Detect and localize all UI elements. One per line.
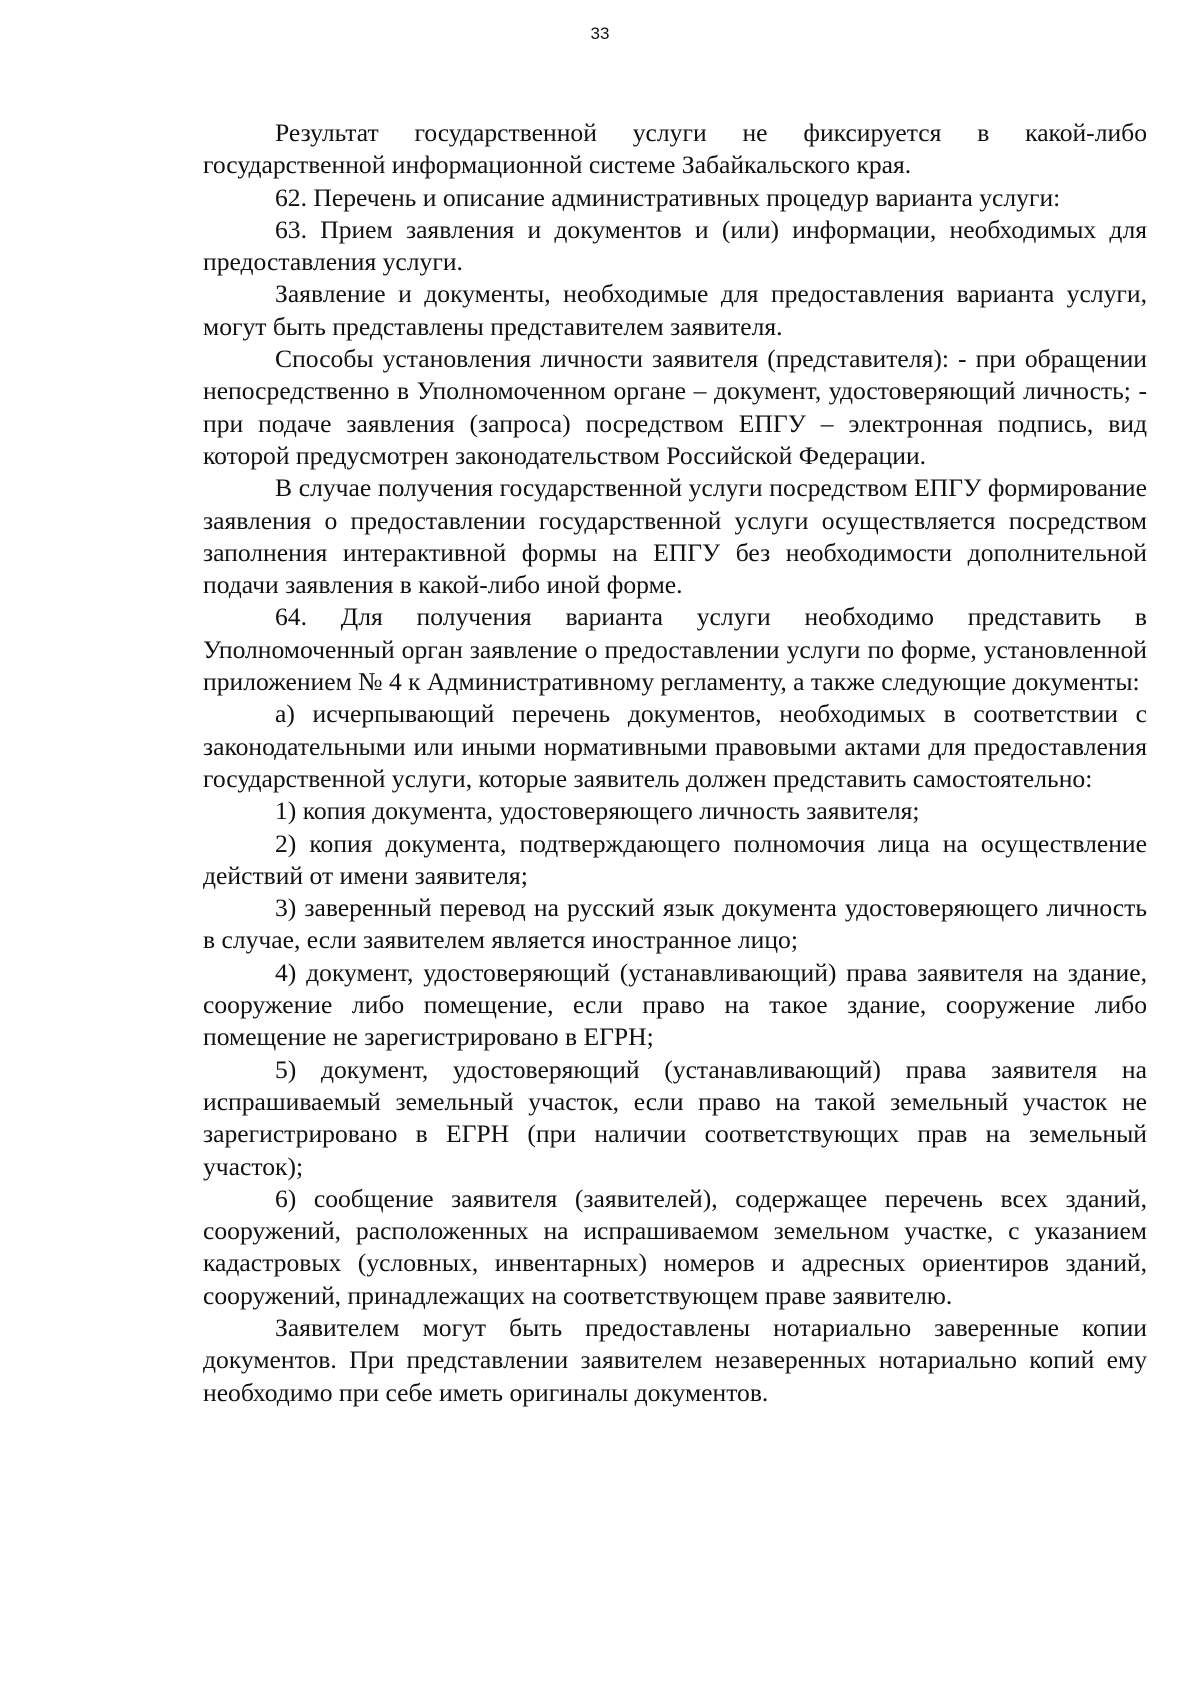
paragraph-64: 64. Для получения варианта услуги необходимо представить в Уполномоченный орган заявление о предоставлении услуги по форме, установленной приложением № 4 к Административному регламенту, а также следующие документы: [203,602,1147,697]
list-item-6: 6) сообщение заявителя (заявителей), содержащее перечень всех зданий, сооружений, расположенных на испрашиваемом земельном участке, с указанием кадастровых (условных, инвентарных) номеров и адресных ориентиров зданий, сооружений, принадлежащих на соответствующем праве заявителю. [203,1183,1147,1310]
list-item-3: 3) заверенный перевод на русский язык документа удостоверяющего личность в случае, если заявителем является иностранное лицо; [203,893,1147,955]
document-body [203,117,1147,1409]
list-item-1: 1) копия документа, удостоверяющего личность заявителя; [275,796,920,826]
paragraph-62: 62. Перечень и описание административных процедур варианта услуги: [275,182,1061,212]
paragraph-representative: Заявление и документы, необходимые для предоставления варианта услуги, могут быть представлены представителем заявителя. [203,279,1147,341]
list-item-2: 2) копия документа, подтверждающего полномочия лица на осуществление действий от имени заявителя; [203,828,1147,890]
paragraph-notarized-copies: Заявителем могут быть предоставлены нотариально заверенные копии документов. При представлении заявителем незаверенных нотариально копий ему необходимо при себе иметь оригиналы документов. [203,1312,1147,1407]
paragraph-result: Результат государственной услуги не фиксируется в какой-либо государственной информационной системе Забайкальского края. [203,118,1147,180]
list-item-5: 5) документ, удостоверяющий (устанавливающий) права заявителя на испрашиваемый земельный участок, если право на такой земельный участок не зарегистрировано в ЕГРН (при наличии соответствующих прав на земельный участок); [203,1054,1147,1181]
paragraph-63: 63. Прием заявления и документов и (или) информации, необходимых для предоставления услуги. [203,214,1147,277]
list-item-4: 4) документ, удостоверяющий (устанавливающий) права заявителя на здание, сооружение либо помещение, если право на такое здание, сооружение либо помещение не зарегистрировано в ЕГРН; [203,957,1147,1052]
paragraph-epgu: В случае получения государственной услуги посредством ЕПГУ формирование заявления о предоставлении государственной услуги осуществляется посредством заполнения интерактивной формы на ЕПГУ без необходимости дополнительной подачи заявления в какой-либо иной форме. [203,473,1147,600]
paragraph-identification: Способы установления личности заявителя (представителя): - при обращении непосредственно в Уполномоченном органе – документ, удостоверяющий личность; - при подаче заявления (запроса) посредством ЕПГУ – электронная подпись, вид которой предусмотрен законодательством Российской Федерации. [203,344,1147,470]
page-number: 33 [590,24,610,43]
paragraph-list-a: а) исчерпывающий перечень документов, необходимых в соответствии с законодательными или иными нормативными правовыми актами для предоставления государственной услуги, которые заявитель должен представить самостоятельно: [203,699,1147,793]
